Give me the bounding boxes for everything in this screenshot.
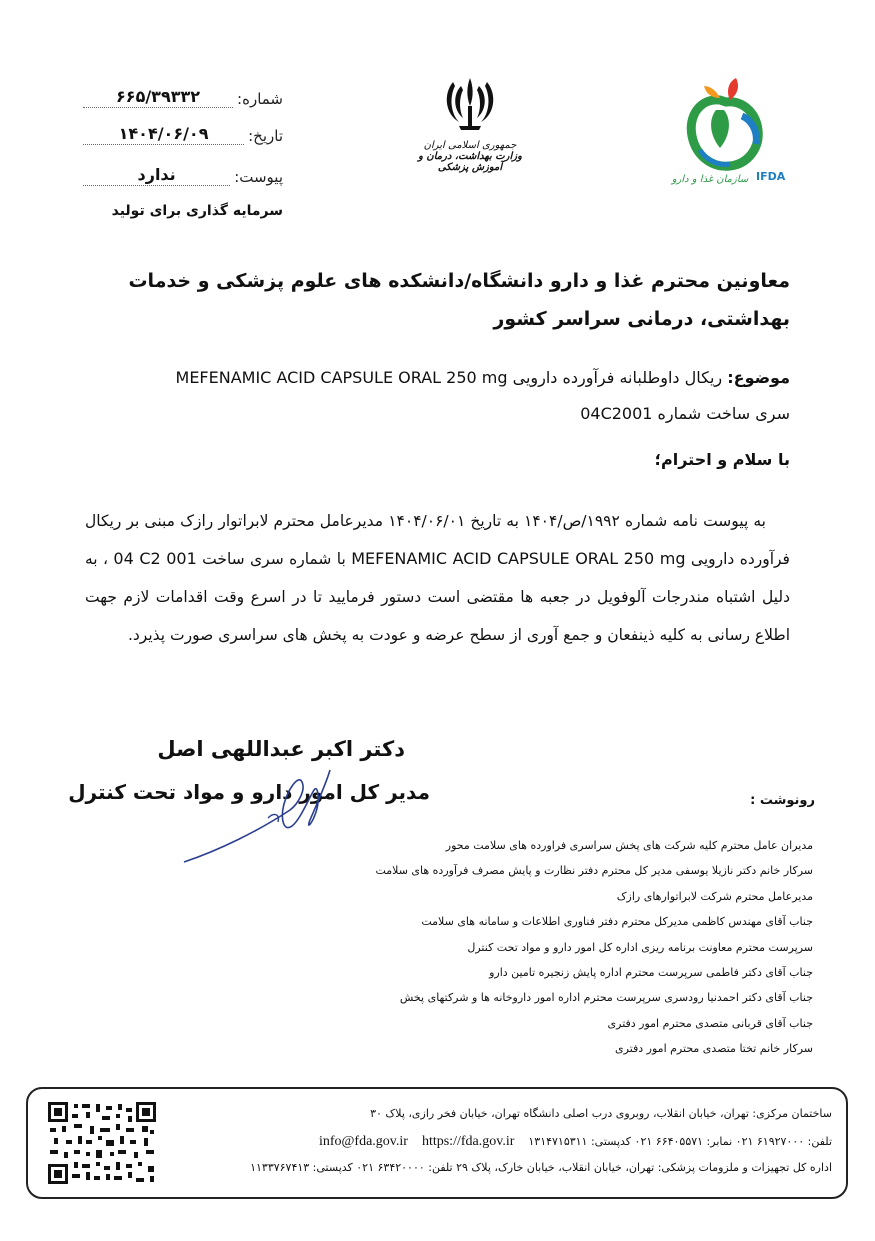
body-paragraph (85, 502, 790, 654)
letter-date-value: ۱۴۰۴/۰۶/۰۹ (83, 124, 244, 145)
subject-batch-text: سری ساخت شماره (657, 404, 790, 423)
subject-batch: 04C2001 (580, 404, 653, 423)
letter-date-row (83, 119, 283, 145)
cc-item: مدیرعامل محترم شرکت لابراتوارهای رازک (616, 889, 813, 903)
cc-item: جناب آقای مهندس کاظمی مدیرکل محترم دفتر فناوری اطلاعات و سامانه های سلامت (421, 915, 813, 929)
attachment-value: ندارد (83, 165, 230, 186)
footer-email[interactable]: info@fda.gov.ir (318, 1134, 408, 1149)
para-part3: ، به دلیل اشتباه مندرجات آلوفویل در جعبه ها مقتضی است دستور فرمایید تا در اسرع وقت اقدامات لازم جهت اطلاع رسانی به کلیه ذینفعان و جمع آوری از سطح عرضه و عودت به پخش های سراسری صورت پذیرد. (85, 550, 790, 644)
emblem-line2: وزارت بهداشت، درمان و آموزش پزشکی (418, 151, 522, 173)
subject-label: موضوع: (727, 368, 790, 387)
attachment-label: پیوست: (234, 168, 283, 186)
cc-item: سرکار خانم تختا متصدی محترم امور دفتری (615, 1042, 813, 1056)
letter-date-label: تاریخ: (248, 127, 283, 145)
footer-contact-line (319, 1134, 832, 1150)
emblem-line1: جمهوری اسلامی ایران (423, 140, 517, 151)
addressee: معاونین محترم غذا و دارو دانشگاه/دانشکده های علوم پزشکی و خدمات بهداشتی، درمانی سراسر کشور (128, 270, 790, 330)
para-part2: با شماره سری ساخت (202, 550, 346, 568)
letter-number-value: ۶۶۵/۳۹۳۳۲ (83, 87, 233, 108)
ifda-caption: سازمان غذا و دارو (671, 174, 749, 185)
letter-number-row (83, 82, 283, 108)
slogan: سرمایه گذاری برای تولید (111, 203, 283, 219)
signatory-title: مدیر کل امور دارو و مواد تحت کنترل (68, 780, 430, 804)
letter-number-label: شماره: (237, 90, 283, 108)
cc-item: جناب آقای دکتر احمدنیا رودسری سرپرست محترم اداره امور داروخانه ها و شرکتهای پخش (399, 991, 813, 1005)
signatory-name: دکتر اکبر عبداللهی اصل (157, 737, 405, 761)
iran-emblem-icon (439, 72, 501, 134)
subject-text: ریکال داوطلبانه فرآورده دارویی (512, 368, 723, 387)
cc-item: مدیران عامل محترم کلیه شرکت های پخش سراسری فراورده های سلامت محور (445, 839, 813, 852)
para-product: MEFENAMIC ACID CAPSULE ORAL 250 mg (351, 549, 686, 568)
footer-website[interactable]: https://fda.gov.ir (421, 1134, 515, 1149)
cc-item: سرپرست محترم معاونت برنامه ریزی اداره کل امور دارو و مواد تحت کنترل (467, 940, 813, 954)
cc-item: سرکار خانم دکتر نازیلا یوسفی مدیر کل محترم دفتر نظارت و پایش مصرف فرآورده های سلامت (375, 864, 813, 878)
ifda-abbr: IFDA (756, 170, 786, 183)
qr-code-icon (46, 1100, 158, 1186)
subject-product: MEFENAMIC ACID CAPSULE ORAL 250 mg (175, 368, 508, 387)
subject (85, 360, 790, 432)
cc-item: جناب آقای قربانی متصدی محترم امور دفتری (607, 1016, 813, 1030)
footer-address: ساختمان مرکزی: تهران، خیابان انقلاب، روبروی درب اصلی دانشگاه تهران، خیابان فخر رازی، پلاک ۳۰ (370, 1107, 832, 1120)
cc-list (253, 833, 813, 1062)
ministry-emblem (408, 72, 532, 173)
greeting: با سلام و احترام؛ (654, 450, 790, 469)
para-part1: به پیوست نامه شماره ۱۹۹۲/ص/۱۴۰۴ به تاریخ ۱۴۰۴/۰۶/۰۱ مدیرعامل محترم لابراتوار رازک مبنی بر ریکال فرآورده دارویی (85, 512, 790, 568)
ifda-logo (660, 70, 795, 194)
footer-phones: تلفن: ۶۱۹۲۷۰۰۰ ۰۲۱ نمابر: ۶۶۴۰۵۵۷۱ ۰۲۱ کدپستی: ۱۳۱۴۷۱۵۳۱۱ (528, 1135, 832, 1148)
attachment-row (83, 160, 283, 186)
footer-devices-office: اداره کل تجهیزات و ملزومات پزشکی: تهران، خیابان انقلاب، خیابان خارک، پلاک ۲۹ تلفن: ۶۳۴۲۰۰۰۰ ۰۲۱ کدپستی: ۱۱۳۳۷۶۷۴۱۳ (250, 1161, 832, 1174)
footer-box (26, 1087, 848, 1199)
cc-title: رونوشت : (750, 793, 815, 808)
para-batch: 04 C2 001 (113, 549, 197, 568)
cc-item: جناب آقای دکتر فاطمی سرپرست محترم اداره پایش زنجیره تامین دارو (489, 966, 813, 980)
